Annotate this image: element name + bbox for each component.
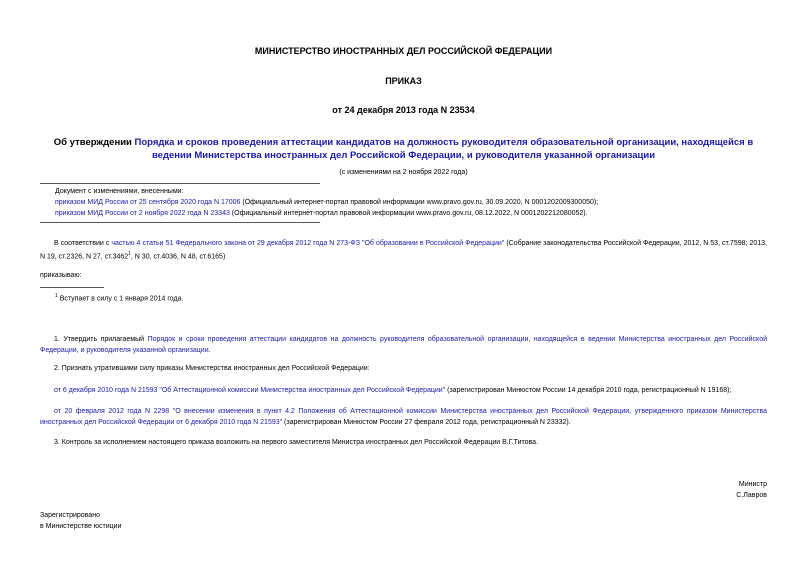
item-2: 2. Признать утратившими силу приказы Министерства иностранных дел Российской Федерации: (54, 365, 370, 372)
registration-line-2: в Министерстве юстиции (40, 523, 122, 530)
changes-bottom-rule (40, 222, 320, 223)
item-2b-rest: (зарегистрирован Минюстом России 27 февраля 2012 года, регистрационный N 23332). (282, 419, 571, 426)
registration-line-1: Зарегистрировано (40, 512, 100, 519)
preamble-paragraph (40, 238, 767, 262)
document-title (40, 136, 767, 162)
change-link[interactable]: приказом МИД России от 25 сентября 2020 года N 17006 (55, 199, 241, 206)
footnote-rule (40, 287, 104, 288)
item-2a-link[interactable]: от 6 декабря 2010 года N 21593 "Об Аттестационной комиссии Министерства иностранных дел Российской Федерации" (54, 387, 446, 394)
signature-position: Министр (738, 481, 767, 488)
item-1-link[interactable]: Порядок и сроки проведения аттестации кандидатов на должность руководителя образовательной организации, находящейся в ведении Министерства иностранных дел Российской Федерации, и руководителя указанной организации (40, 336, 767, 354)
changes-top-rule (40, 183, 320, 184)
preamble-rest: (Собрание законодательства Российской Федерации, 2012, N 53, ст.7598; 2013, N 19, ст.2326, N 27, ст.3462 (40, 240, 767, 261)
item-3: 3. Контроль за исполнением настоящего приказа возложить на первого заместителя Министра иностранных дел Российской Федерации В.Г.Титова. (54, 439, 539, 446)
change-rest: (Официальный интернет-портал правовой информации www.pravo.gov.ru, 30.09.2020, N 0001202009300050); (240, 199, 599, 206)
change-rest: (Официальный интернет-портал правовой информации www.pravo.gov.ru, 08.12.2022, N 0001202212080052). (229, 210, 588, 217)
item-1 (40, 334, 767, 356)
footnote-ref: 1 (128, 251, 131, 257)
item-2b (40, 406, 767, 428)
date-number-heading: от 24 декабря 2013 года N 23534 (332, 105, 475, 115)
title-link[interactable]: Порядка и сроков проведения аттестации кандидатов на должность руководителя образовательной организации, находящейся в ведении Министерства иностранных дел Российской Федерации, и руководителя указанной организации (134, 137, 754, 161)
item-2b-link[interactable]: от 20 февраля 2012 года N 2298 "О внесении изменения в пункт 4.2 Положения об Аттестационной комиссии Министерства иностранных дел Российской Федерации, утвержденного приказом Министерства иностранных дел Российской Федерации от 6 декабря 2010 года N 21593" (40, 408, 767, 426)
ministry-heading: МИНИСТЕРСТВО ИНОСТРАННЫХ ДЕЛ РОССИЙСКОЙ ФЕДЕРАЦИИ (254, 46, 553, 56)
title-prefix: Об утверждении (53, 137, 135, 148)
footnote-text: Вступает в силу с 1 января 2014 года. (57, 295, 184, 303)
doc-type-heading: ПРИКАЗ (385, 76, 422, 86)
footnote (55, 291, 183, 304)
item-2a (54, 385, 731, 396)
change-item (55, 197, 598, 208)
footnote-mark: 1 (55, 293, 58, 299)
changes-heading: Документ с изменениями, внесенными: (55, 188, 184, 195)
change-item (55, 208, 588, 219)
item-1-prefix: 1. Утвердить прилагаемый (54, 336, 148, 343)
edition-note: (с изменениями на 2 ноября 2022 года) (339, 169, 468, 176)
item-2a-rest: (зарегистрирован Минюстом России 14 декабря 2010 года, регистрационный N 19168); (445, 387, 732, 394)
item-1-suffix: . (208, 347, 211, 354)
preamble-prefix: В соответствии с (54, 240, 112, 247)
order-word: приказываю: (40, 272, 82, 279)
preamble-rest2: , N 30, ст.4036, N 48, ст.6165) (130, 253, 226, 261)
preamble-link[interactable]: частью 4 статьи 51 Федерального закона от 29 декабря 2012 года N 273-ФЗ "Об образовании в Российской Федерации" (111, 240, 505, 247)
change-link[interactable]: приказом МИД России от 2 ноября 2022 года N 23343 (55, 210, 230, 217)
signature-name: С.Лавров (736, 492, 767, 499)
